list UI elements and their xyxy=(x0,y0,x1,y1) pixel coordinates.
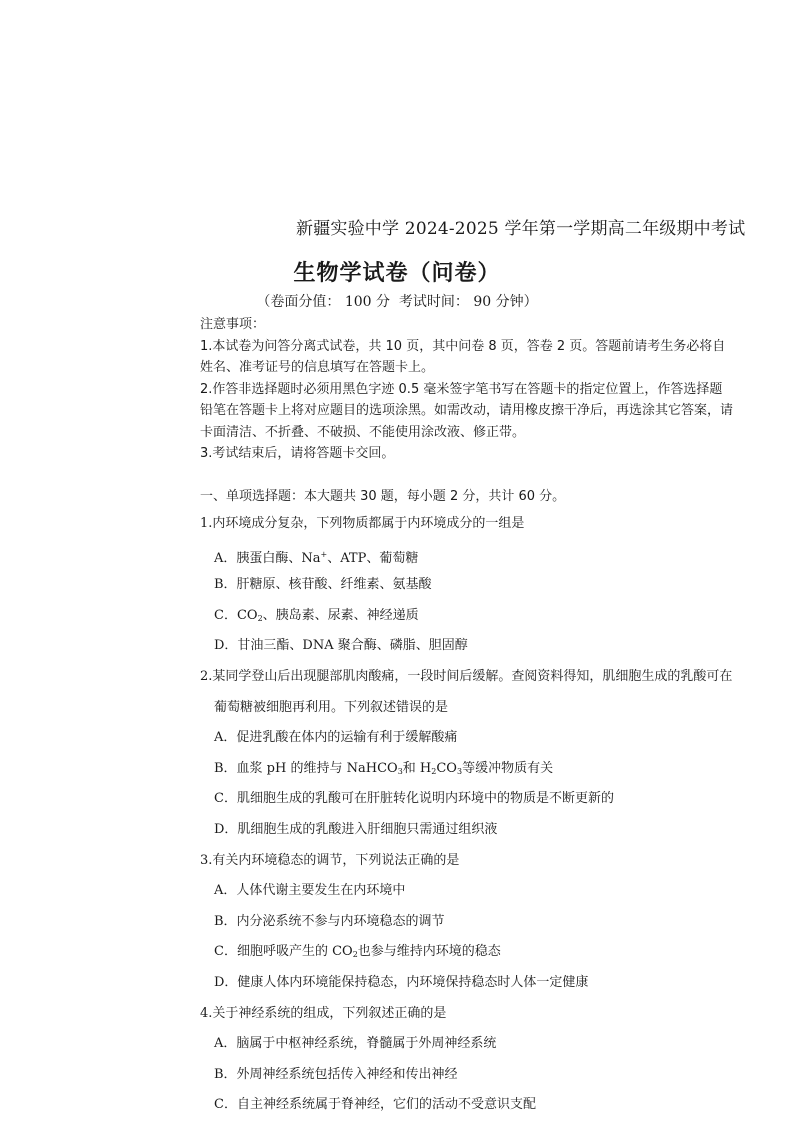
question-option: A．人体代谢主要发生在内环境中 xyxy=(214,883,406,899)
option-text: B．血浆 pH 的维持与 NaHCO xyxy=(214,760,398,776)
question-option: B．内分泌系统不参与内环境稳态的调节 xyxy=(214,913,445,929)
question-option: A．促进乳酸在体内的运输有利于缓解酸痛 xyxy=(214,730,458,746)
option-text: C．CO xyxy=(214,607,258,623)
question-stem: 4.关于神经系统的组成，下列叙述正确的是 xyxy=(200,1005,447,1021)
notice-heading: 注意事项： xyxy=(200,317,266,332)
option-subscript: 2 xyxy=(431,766,437,776)
question-option xyxy=(200,544,794,575)
question-option xyxy=(200,758,794,789)
notice-line: 铅笔在答题卡上将对应题目的选项涂黑。如需改动，请用橡皮擦干净后，再选涂其它答案，请 xyxy=(200,403,734,418)
question-option: D．甘油三酯、DNA 聚合酶、磷脂、胆固醇 xyxy=(214,638,468,654)
option-text: 、胰岛素、尿素、神经递质 xyxy=(262,607,419,623)
question-option: A．脑属于中枢神经系统，脊髓属于外周神经系统 xyxy=(214,1036,497,1052)
notice-block xyxy=(200,314,794,465)
option-text: 等缓冲物质有关 xyxy=(462,760,554,776)
option-text: A．胰蛋白酶、Na xyxy=(214,550,321,566)
option-subscript: 3 xyxy=(456,766,463,776)
notice-line: 3.考试结束后，请将答题卡交回。 xyxy=(200,446,395,461)
question-option: B．肝糖原、核苷酸、纤维素、氨基酸 xyxy=(214,577,432,593)
notice-line: 2.作答非选择题时必须用黑色字迹 0.5 毫米签字笔书写在答题卡的指定位置上，作答选择题 xyxy=(200,381,723,397)
question-list xyxy=(200,513,794,1123)
question-option: C．自主神经系统属于脊神经，它们的活动不受意识支配 xyxy=(214,1097,536,1113)
notice-line: 卡面清洁、不折叠、不破损、不能使用涂改液、修正带。 xyxy=(200,424,526,440)
question-option: D．健康人体内环境能保持稳态，内环境保持稳态时人体一定健康 xyxy=(214,974,589,990)
option-subscript: 2 xyxy=(257,613,263,623)
notice-line: 姓名、准考证号的信息填写在答题卡上。 xyxy=(200,360,435,375)
exam-paper-title: 生物学试卷（问卷） xyxy=(293,261,501,286)
question-option: C．肌细胞生成的乳酸可在肝脏转化说明内环境中的物质是不断更新的 xyxy=(214,791,614,807)
question-stem: 1.内环境成分复杂，下列物质都属于内环境成分的一组是 xyxy=(200,516,525,531)
section-heading: 一、单项选择题：本大题共 30 题，每小题 2 分，共计 60 分。 xyxy=(200,489,566,504)
notice-line: 1.本试卷为问答分离式试卷，共 10 页，其中问卷 8 页，答卷 2 页。答题前请考生务必将自 xyxy=(200,338,726,354)
question-option: D．肌细胞生成的乳酸进入肝细胞只需通过组织液 xyxy=(214,821,498,837)
question-option: B．外周神经系统包括传入神经和传出神经 xyxy=(214,1066,458,1082)
option-subscript: 3 xyxy=(397,766,403,776)
question-stem: 3.有关内环境稳态的调节，下列说法正确的是 xyxy=(200,852,460,868)
option-superscript: + xyxy=(320,549,328,559)
option-text: CO xyxy=(436,760,457,776)
question-stem: 2.某同学登山后出现腿部肌肉酸痛，一段时间后缓解。查阅资料得知，肌细胞生成的乳酸可在 xyxy=(200,668,733,684)
school-exam-title: 新疆实验中学 2024-2025 学年第一学期高二年级期中考试 xyxy=(296,219,746,239)
question-option xyxy=(200,941,794,972)
option-text: 也参与维持内环境的稳态 xyxy=(357,944,501,960)
option-subscript: 2 xyxy=(352,950,358,960)
option-text: 、ATP、葡萄糖 xyxy=(327,550,419,566)
question-option xyxy=(200,605,794,636)
score-and-time-info: （卷面分值： 100 分 考试时间： 90 分钟） xyxy=(256,294,538,310)
option-text: C．细胞呼吸产生的 CO xyxy=(214,944,353,960)
option-text: 和 H xyxy=(402,760,432,776)
question-stem-continued: 葡萄糖被细胞再利用。下列叙述错误的是 xyxy=(214,699,449,715)
